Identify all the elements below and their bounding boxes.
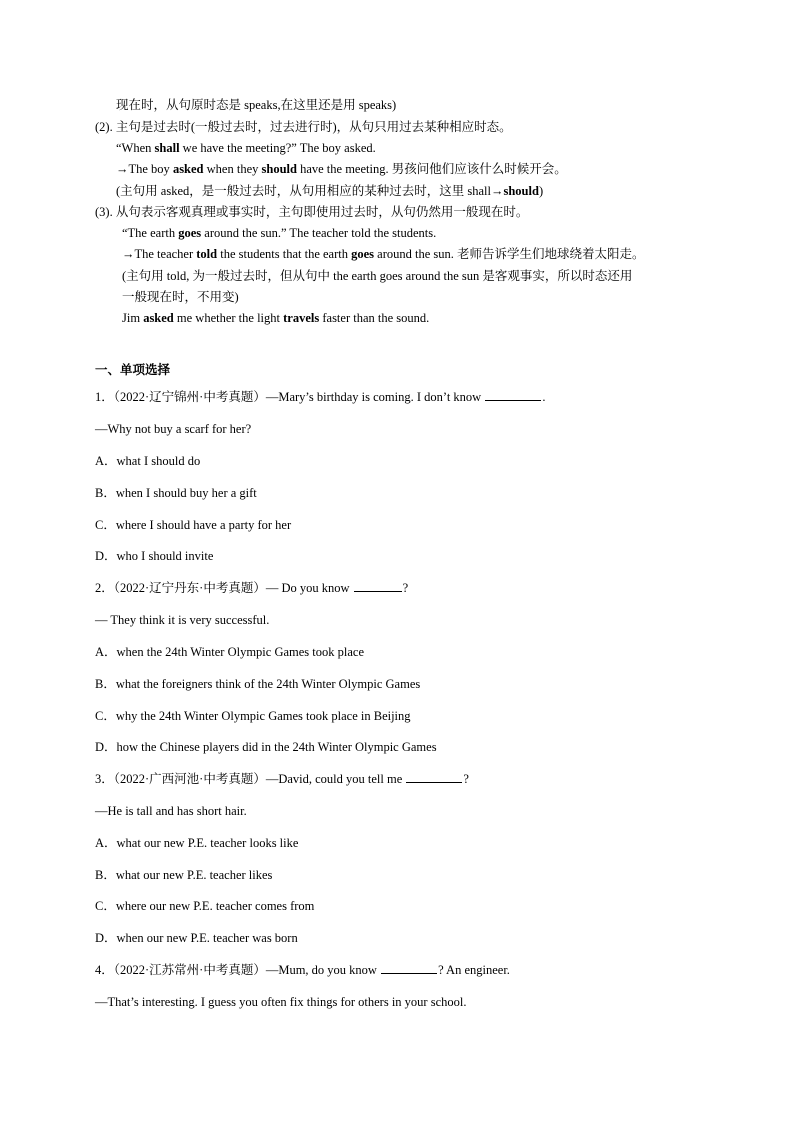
- question-4-stem: 4．（2022·江苏常州·中考真题）—Mum, do you know ? An engineer.: [95, 963, 510, 977]
- example-2b: →The boy asked when they should have the meeting. 男孩问他们应该什么时候开会。: [116, 162, 567, 176]
- question-2-option-b: B．what the foreigners think of the 24th Winter Olympic Games: [95, 677, 421, 691]
- rule-text: (3). 从句表示客观真理或事实时，主句即使用过去时，从句仍然用一般现在时。: [95, 205, 529, 219]
- question-2-reply: — They think it is very successful.: [95, 613, 270, 627]
- example-2a: “When shall we have the meeting?” The boy asked.: [116, 141, 376, 155]
- example-2c: (主句用 asked，是一般过去时，从句用相应的某种过去时，这里 shall→should): [116, 184, 544, 198]
- rule-3: [95, 203, 528, 221]
- example-3b: →The teacher told the students that the earth goes around the sun. 老师告诉学生们地球绕着太阳走。: [122, 247, 645, 261]
- answer-blank: [485, 388, 541, 401]
- question-1-option-c: C．where I should have a party for her: [95, 518, 292, 532]
- question-2-option-a: A．when the 24th Winter Olympic Games took place: [95, 645, 364, 659]
- section-title: 一、单项选择: [95, 362, 171, 377]
- question-2-option-d: D．how the Chinese players did in the 24th Winter Olympic Games: [95, 740, 437, 754]
- question-2-option-c: C．why the 24th Winter Olympic Games took place in Beijing: [95, 709, 411, 723]
- note-line-1: [116, 96, 396, 114]
- question-3-reply: —He is tall and has short hair.: [95, 804, 247, 818]
- question-2-stem: 2．（2022·辽宁丹东·中考真题）— Do you know ?: [95, 581, 409, 595]
- answer-blank: [406, 770, 462, 783]
- question-3-stem: 3．（2022·广西河池·中考真题）—David, could you tell me ?: [95, 772, 469, 786]
- rule-text: (2). 主句是过去时(一般过去时，过去进行时)，从句只用过去某种相应时态。: [95, 120, 512, 134]
- answer-blank: [381, 961, 437, 974]
- question-1-reply: —Why not buy a scarf for her?: [95, 422, 252, 436]
- question-1-option-d: D．who I should invite: [95, 549, 214, 563]
- question-4-reply: —That’s interesting. I guess you often fix things for others in your school.: [95, 995, 467, 1009]
- example-3a: “The earth goes around the sun.” The teacher told the students.: [122, 226, 437, 240]
- example-3c: (主句用 told, 为一般过去时，但从句中 the earth goes around the sun 是客观事实，所以时态还用: [122, 269, 633, 283]
- question-1-option-b: B．when I should buy her a gift: [95, 486, 257, 500]
- question-1-stem: 1．（2022·辽宁锦州·中考真题）—Mary’s birthday is coming. I don’t know .: [95, 390, 546, 404]
- example-3e: Jim asked me whether the light travels faster than the sound.: [122, 311, 430, 325]
- question-3-option-d: D．when our new P.E. teacher was born: [95, 931, 298, 945]
- question-3-option-c: C．where our new P.E. teacher comes from: [95, 899, 315, 913]
- question-1-option-a: A．what I should do: [95, 454, 201, 468]
- example-3d: 一般现在时，不用变): [122, 290, 239, 304]
- rule-2: [95, 118, 512, 136]
- question-3-option-a: A．what our new P.E. teacher looks like: [95, 836, 299, 850]
- answer-blank: [354, 579, 402, 592]
- note-text: 现在时，从句原时态是 speaks,在这里还是用 speaks): [116, 98, 397, 112]
- question-3-option-b: B．what our new P.E. teacher likes: [95, 868, 273, 882]
